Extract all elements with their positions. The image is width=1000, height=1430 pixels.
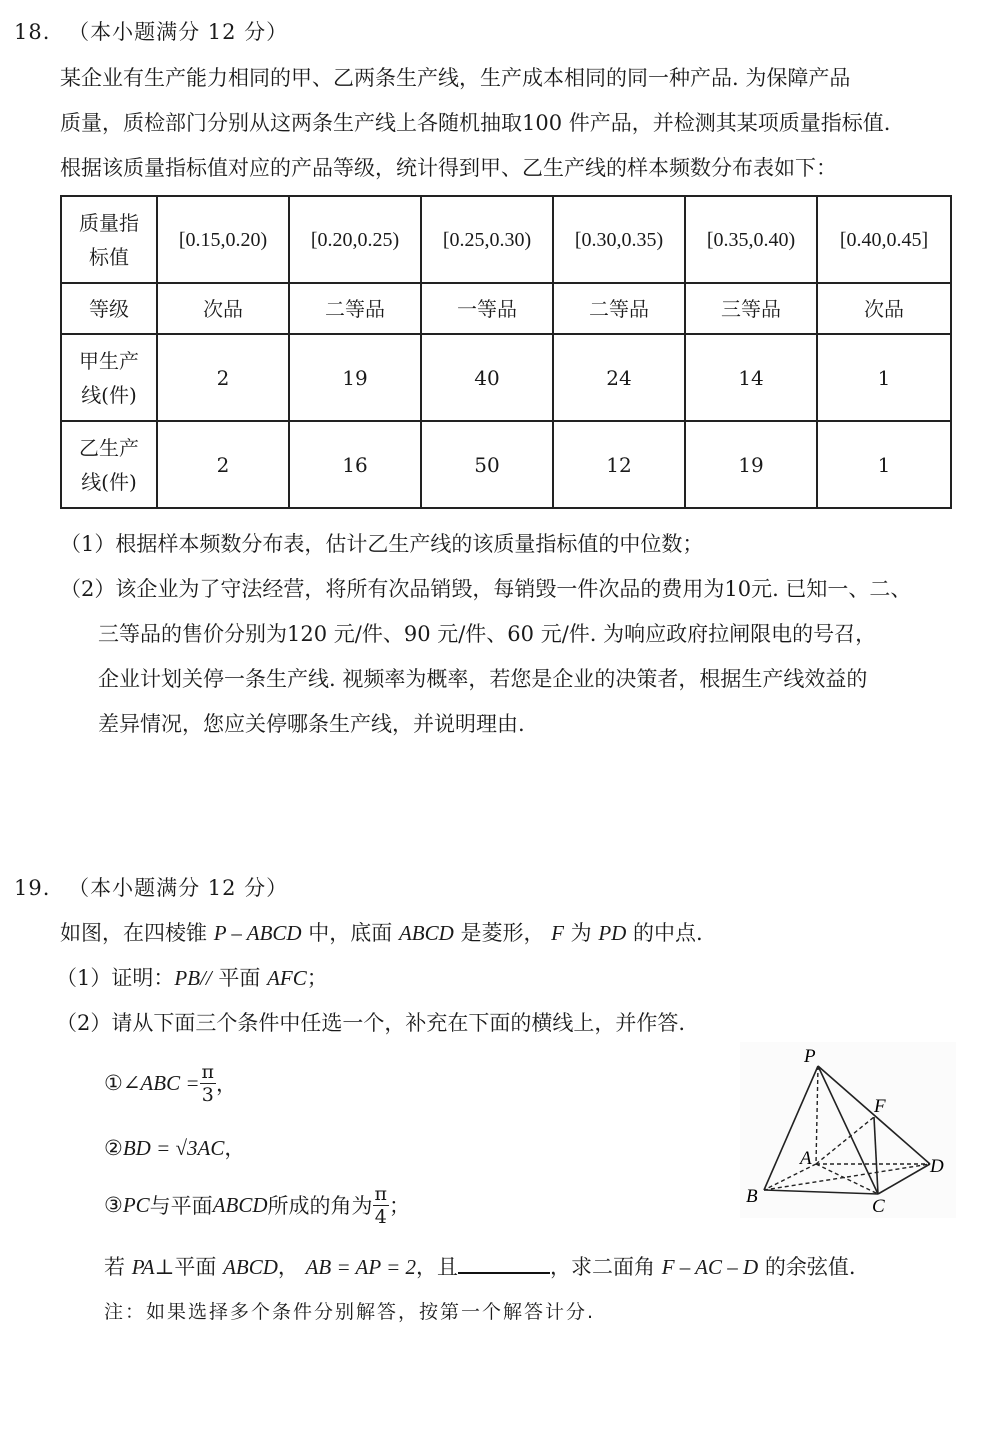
grade-cell: 次品 — [817, 283, 951, 334]
count-cell: 2 — [157, 421, 289, 508]
table-row-interval — [61, 196, 951, 283]
q18-intro-line3: 根据该质量指标值对应的产品等级，统计得到甲、乙生产线的样本频数分布表如下： — [60, 156, 837, 180]
label-P: P — [804, 1046, 816, 1067]
q19-score: （本小题满分 12 分） — [68, 876, 289, 900]
condition-2: ②BD = √3AC， — [104, 1136, 246, 1160]
row-header-grade: 等级 — [61, 283, 157, 334]
count-cell: 2 — [157, 334, 289, 421]
count-cell: 24 — [553, 334, 685, 421]
q18-part1: （1）根据样本频数分布表，估计乙生产线的该质量指标值的中位数； — [60, 532, 704, 556]
frequency-table — [60, 195, 952, 509]
condition-1: ① ∠ABC = $\frac{\pi}{3}$ ， — [104, 1060, 238, 1106]
q19-number: 19. — [14, 876, 51, 900]
q18-number: 18. — [14, 20, 51, 44]
q18-header — [14, 16, 288, 46]
pyramid-figure — [738, 1040, 958, 1220]
q19-header — [14, 872, 288, 902]
label-F: F — [874, 1096, 886, 1117]
interval-cell: [0.25,0.30) — [421, 196, 553, 283]
count-cell: 16 — [289, 421, 421, 508]
grade-cell: 一等品 — [421, 283, 553, 334]
fraction-pi-4: $\frac{\pi}{4}$ — [374, 1182, 387, 1228]
q19-note: 注：如果选择多个条件分别解答，按第一个解答计分. — [104, 1301, 596, 1323]
row-header-line-a: 甲生产 线(件) — [61, 334, 157, 421]
q19-given: 若 PA⊥平面 ABCD， AB = AP = 2，且 ，求二面角 F – AC – D 的余弦值. — [104, 1251, 856, 1281]
row-header-quality: 质量指 标值 — [61, 196, 157, 283]
q18-intro-line1: 某企业有生产能力相同的甲、乙两条生产线，生产成本相同的同一种产品. 为保障产品 — [60, 66, 851, 90]
grade-cell: 二等品 — [289, 283, 421, 334]
grade-cell: 次品 — [157, 283, 289, 334]
interval-cell: [0.20,0.25) — [289, 196, 421, 283]
grade-cell: 二等品 — [553, 283, 685, 334]
label-B: B — [746, 1186, 758, 1207]
q19-part2: （2）请从下面三个条件中任选一个，补充在下面的横线上，并作答. — [56, 1011, 686, 1035]
label-C: C — [872, 1196, 885, 1217]
answer-blank — [458, 1252, 550, 1274]
count-cell: 1 — [817, 334, 951, 421]
q18-part2-line3: 企业计划关停一条生产线. 视频率为概率，若您是企业的决策者，根据生产线效益的 — [98, 667, 868, 691]
interval-cell: [0.40,0.45] — [817, 196, 951, 283]
q18-part2-line4: 差异情况，您应关停哪条生产线，并说明理由. — [98, 712, 525, 736]
label-D: D — [930, 1156, 944, 1177]
interval-cell: [0.35,0.40) — [685, 196, 817, 283]
count-cell: 40 — [421, 334, 553, 421]
count-cell: 12 — [553, 421, 685, 508]
q18-part2-line1: （2）该企业为了守法经营，将所有次品销毁，每销毁一件次品的费用为10元. 已知一、二、 — [60, 577, 912, 601]
q19-intro: 如图，在四棱锥 P – ABCD 中，底面 ABCD 是菱形， F 为 PD 的中点. — [60, 921, 703, 945]
count-cell: 1 — [817, 421, 951, 508]
count-cell: 14 — [685, 334, 817, 421]
row-header-line-b: 乙生产 线(件) — [61, 421, 157, 508]
q18-part2-line2: 三等品的售价分别为120 元/件、90 元/件、60 元/件. 为响应政府拉闸限电的号召， — [98, 622, 877, 646]
q18-score: （本小题满分 12 分） — [68, 20, 289, 44]
label-A: A — [800, 1148, 812, 1169]
fraction-pi-3: $\frac{\pi}{3}$ — [201, 1060, 215, 1106]
interval-cell: [0.15,0.20) — [157, 196, 289, 283]
q19-part1: （1）证明：PB// 平面 AFC； — [56, 966, 328, 990]
table-row-line-b — [61, 421, 951, 508]
count-cell: 50 — [421, 421, 553, 508]
interval-cell: [0.30,0.35) — [553, 196, 685, 283]
table-row-grade — [61, 283, 951, 334]
condition-3: ③ PC 与平面 ABCD 所成的角为 $\frac{\pi}{4}$ ； — [104, 1182, 410, 1228]
table-row-line-a — [61, 334, 951, 421]
grade-cell: 三等品 — [685, 283, 817, 334]
count-cell: 19 — [685, 421, 817, 508]
q18-intro-line2: 质量，质检部门分别从这两条生产线上各随机抽取100 件产品，并检测其某项质量指标值. — [60, 111, 891, 135]
count-cell: 19 — [289, 334, 421, 421]
